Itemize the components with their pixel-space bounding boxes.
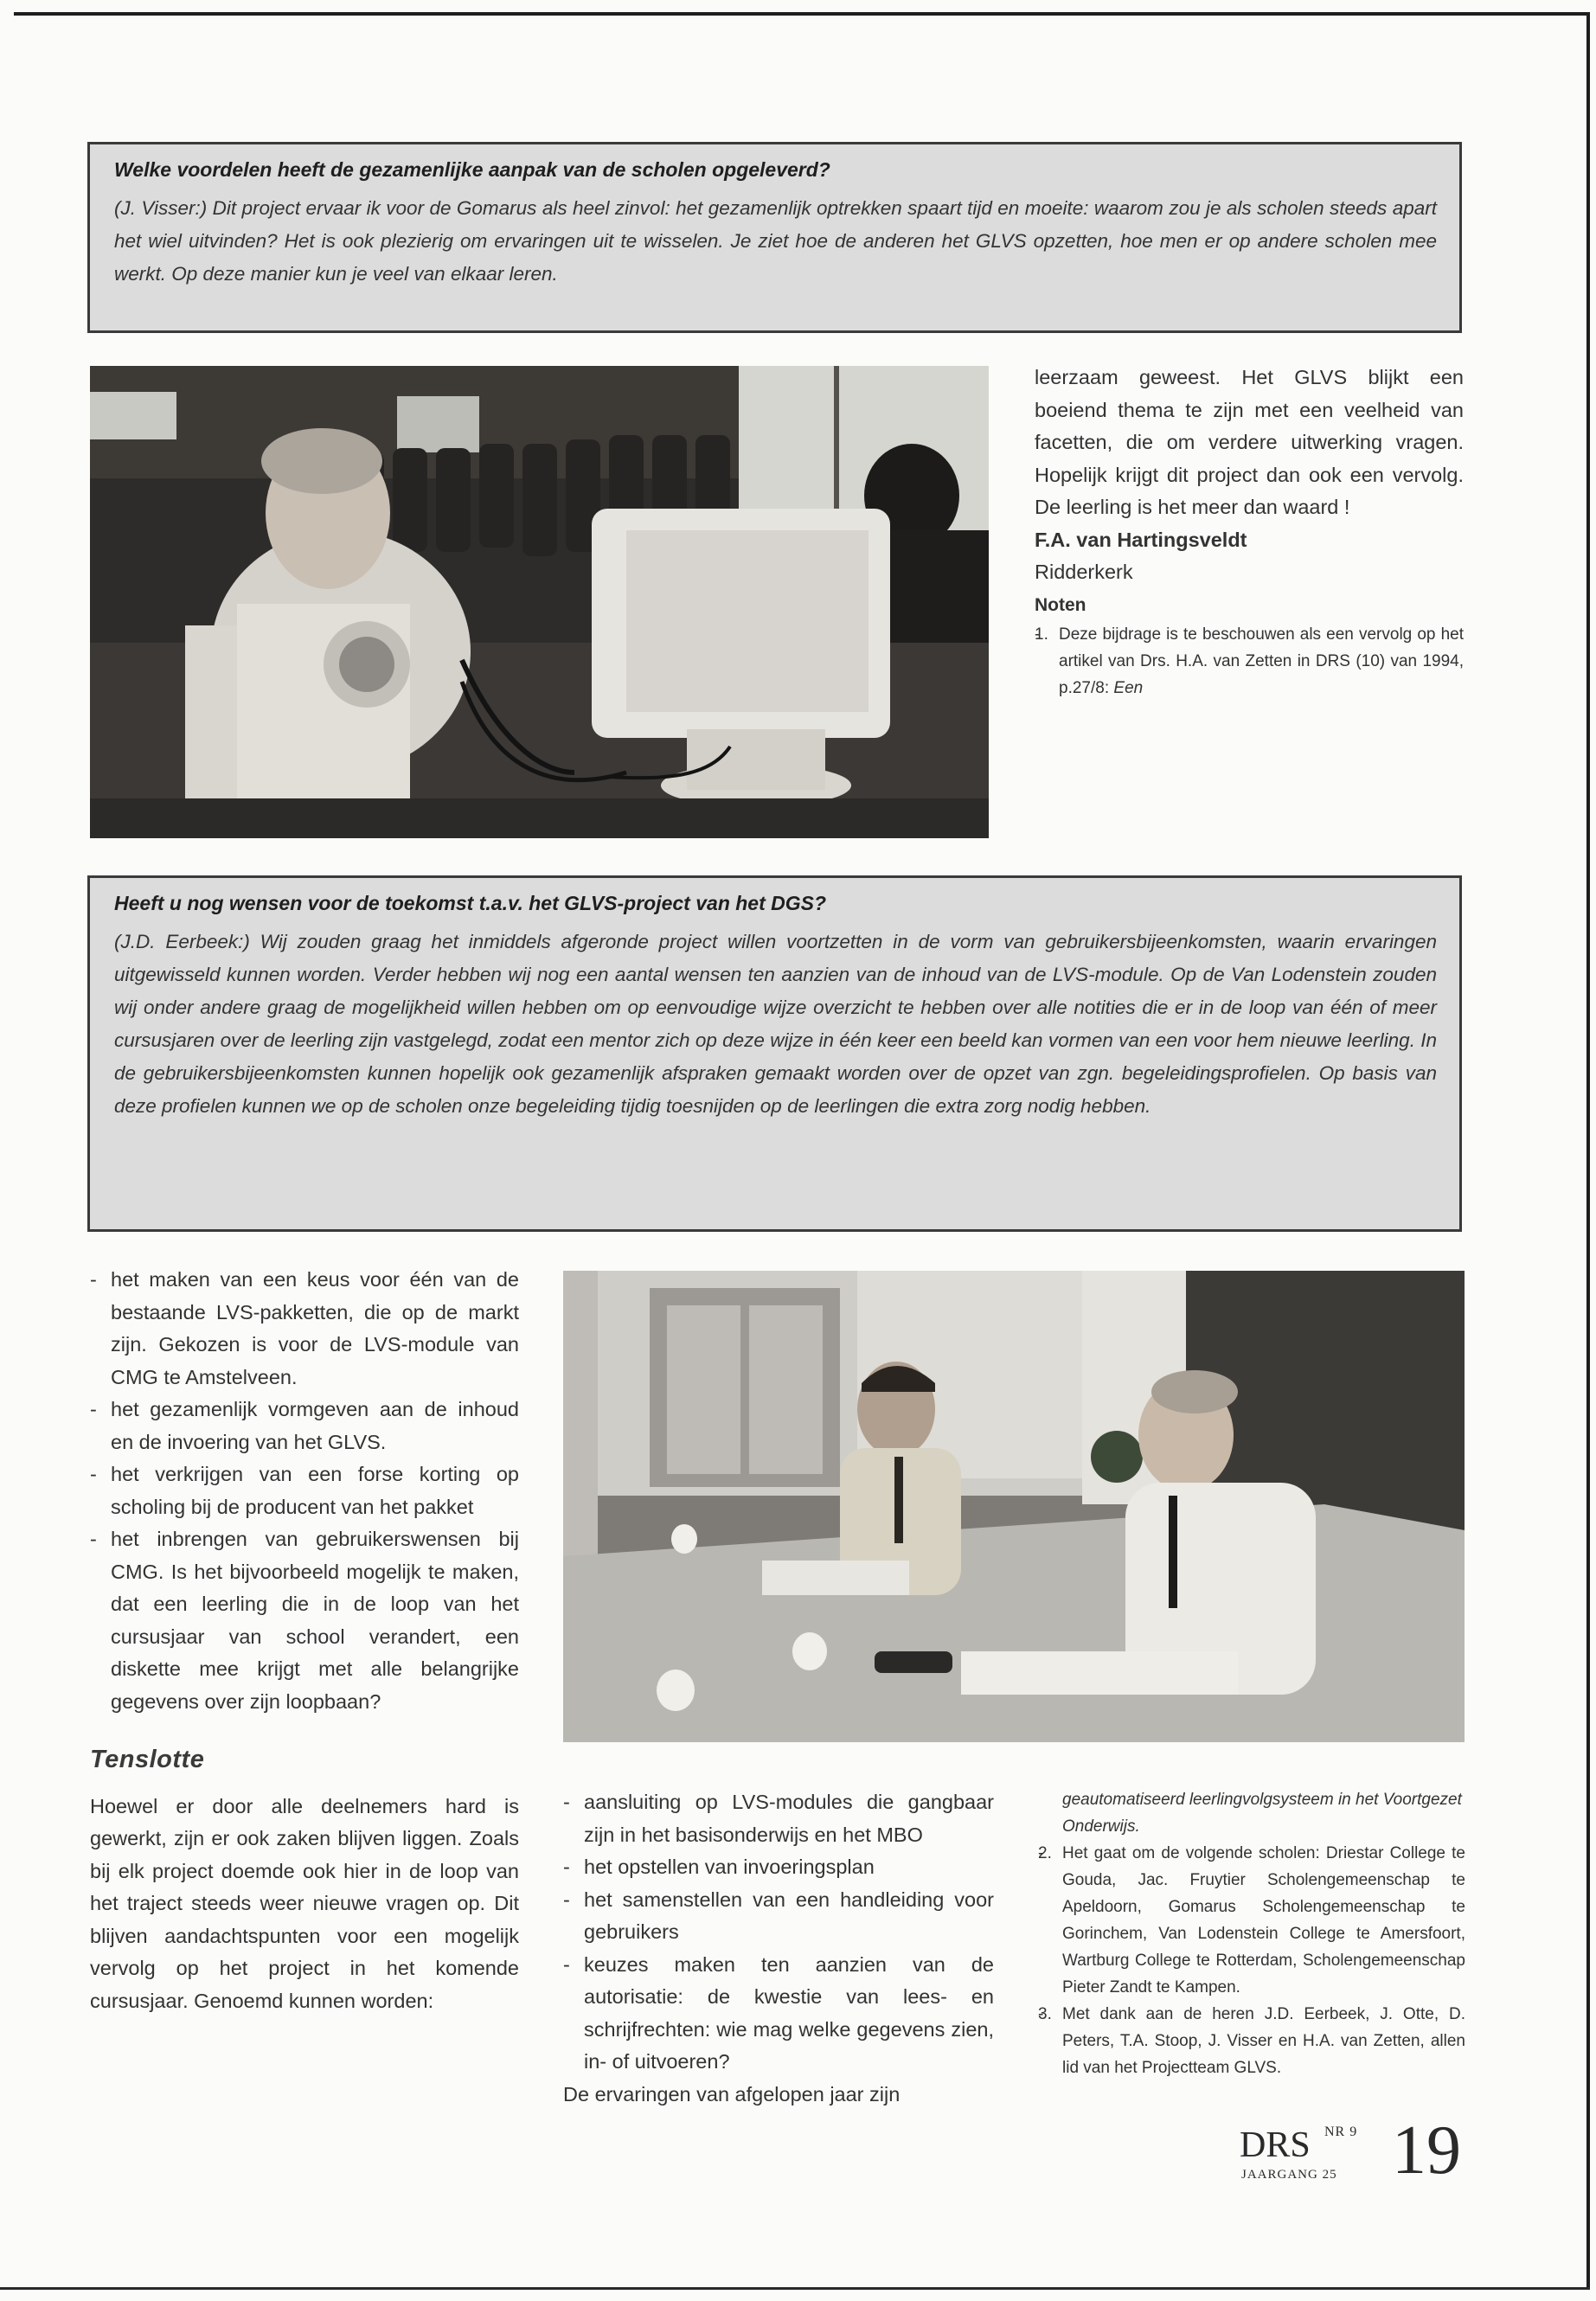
note-number: - 2. bbox=[1038, 1844, 1052, 1862]
magazine-footer bbox=[1240, 2112, 1473, 2201]
note-1 bbox=[1035, 621, 1464, 702]
page-number: 19 bbox=[1392, 2112, 1461, 2189]
interview-answer: (J. Visser:) Dit project ervaar ik voor de Gomarus als heel zinvol: het gezamenlijk optrekken spaart tijd en moeite: waarom zou je als scholen steeds apart het wiel uitvinden? Het is ook plezierig om ervaringen uit te wisselen. Je ziet hoe de anderen het GLVS opzetten, hoe men er op andere scholen mee werkt. Op deze manier kun je veel van elkaar leren. bbox=[114, 197, 1437, 285]
tenslotte-paragraph: Hoewel er door alle deelnemers hard is gewerkt, zijn er ook zaken blijven liggen. Zoals bij elk project doemde ook hier in de loop van het traject steeds weer nieuwe vragen op. Dit blijven aandachtspunten voor een mogelijk vervolg op het project in het komende cursusjaar. Genoemd kunnen worden: bbox=[90, 1794, 519, 2012]
notes-list-start bbox=[1035, 621, 1464, 702]
author-name: F.A. van Hartingsveldt bbox=[1035, 528, 1247, 551]
note-3 bbox=[1038, 2001, 1465, 2081]
interview-answer: (J.D. Eerbeek:) Wij zouden graag het inmiddels afgeronde project willen voortzetten in de vorm van gebruikersbijeenkomsten, waarin ervaringen uitgewisseld kunnen worden. Verder hebben wij nog een aantal wensen ten aanzien van de inhoud van de LVS-module. Op de Van Lodenstein zouden wij onder andere graag de mogelijkheid willen hebben om op eenvoudige wijze overzicht te hebben over alle notities die er in de loop van één of meer cursusjaren over de leerling zijn vastgelegd, zodat een mentor zich op deze wijze in één keer een beeld kan vormen van een voor hem nieuwe leerling. In de gebruikersbijeenkomsten kunnen hopelijk ook gezamenlijk afspraken gemaakt worden over de opzet van zgn. begeleidingsprofielen. Op basis van deze profielen kunnen we op de scholen onze begeleiding tijdig toesnijden op de leerlingen die extra zorg nodig hebben. bbox=[114, 931, 1437, 1117]
note-1-continuation bbox=[1038, 1786, 1465, 1840]
interview-box-benefits bbox=[87, 142, 1462, 333]
section-heading-tenslotte: Tenslotte bbox=[90, 1746, 205, 1773]
closing-sentence-start: De ervaringen van afgelopen jaar zijn bbox=[563, 2082, 901, 2106]
note-2 bbox=[1038, 1840, 1465, 2001]
list-item: - het gezamenlijk vormgeven aan de inhoud en de invoering van het GLVS. bbox=[90, 1394, 519, 1458]
note-number: - 3. bbox=[1038, 2005, 1052, 2023]
list-item: - aansluiting op LVS-modules die gangbaar zijn in het basisonderwijs en het MBO bbox=[563, 1786, 994, 1851]
note-italic-title: Een bbox=[1113, 679, 1144, 697]
closing-paragraph: leerzaam geweest. Het GLVS blijkt een boeiend thema te zijn met een veelheid van facetten, die om verdere uitwerking vragen. Hopelijk krijgt dit project dan ook een vervolg. De leerling is het meer dan waard ! bbox=[1035, 366, 1464, 518]
left-column bbox=[90, 1264, 519, 2017]
interview-box-wishes bbox=[87, 875, 1462, 1232]
list-item: - het maken van een keus voor één van de bestaande LVS-pakketten, die op de markt zijn. Gekozen is voor de LVS-module van CMG te Amstelveen. bbox=[90, 1264, 519, 1394]
photo-two-men-at-table bbox=[563, 1271, 1465, 1742]
article-continuation-column bbox=[1035, 362, 1464, 702]
note-text: Deze bijdrage is te beschouwen als een vervolg op het artikel van Drs. H.A. van Zetten in DRS (10) van 1994, p.27/8: bbox=[1059, 625, 1464, 697]
list-item: - het inbrengen van gebruikerswensen bij CMG. Is het bijvoorbeeld mogelijk te maken, dat een leerling die in de loop van het cursusjaar van school verandert, een diskette mee krijgt met alle belangrijke gegevens over zijn loopbaan? bbox=[90, 1523, 519, 1718]
page-border-right bbox=[1586, 12, 1590, 2287]
page-border-bottom bbox=[0, 2287, 1590, 2290]
list-item: - het verkrijgen van een forse korting op scholing bij de producent van het pakket bbox=[90, 1458, 519, 1523]
list-item: - keuzes maken ten aanzien van de autorisatie: de kwestie van lees- en schrijfrechten: wie mag welke gegevens zien, in- of uitvoeren? bbox=[563, 1949, 994, 2079]
note-text: Het gaat om de volgende scholen: Driestar College te Gouda, Jac. Fruytier Scholengemeenschap te Apeldoorn, Gomarus Scholengemeenschap te Gorinchem, Van Lodenstein College te Amersfoort, Wartburg College te Rotterdam, Scholengemeenschap Pieter Zandt te Kampen. bbox=[1062, 1844, 1465, 1997]
note-text: Met dank aan de heren J.D. Eerbeek, J. Otte, D. Peters, T.A. Stoop, J. Visser en H.A. van Zetten, allen lid van het Projectteam GLVS. bbox=[1062, 2005, 1465, 2077]
list-item: - het opstellen van invoeringsplan bbox=[563, 1851, 994, 1884]
notes-column bbox=[1038, 1786, 1465, 2081]
issue-number: NR 9 bbox=[1324, 2125, 1358, 2139]
volume-label: JAARGANG 25 bbox=[1241, 2168, 1337, 2182]
note-italic-title: geautomatiseerd leerlingvolgsysteem in het Voortgezet Onderwijs. bbox=[1062, 1791, 1462, 1836]
photo-man-at-computer bbox=[90, 366, 989, 838]
middle-column bbox=[563, 1786, 994, 2111]
note-number: - 1. bbox=[1035, 625, 1048, 644]
list-item: - het samenstellen van een handleiding voor gebruikers bbox=[563, 1884, 994, 1949]
page-border-top bbox=[14, 12, 1588, 16]
magazine-logo: DRS bbox=[1240, 2125, 1311, 2165]
notes-heading: Noten bbox=[1035, 594, 1086, 615]
interview-question: Welke voordelen heeft de gezamenlijke aanpak van de scholen opgeleverd? bbox=[114, 158, 830, 181]
open-questions-list bbox=[563, 1786, 994, 2079]
interview-question: Heeft u nog wensen voor de toekomst t.a.v. het GLVS-project van het DGS? bbox=[114, 892, 827, 914]
project-results-list bbox=[90, 1264, 519, 1718]
author-place: Ridderkerk bbox=[1035, 561, 1133, 583]
